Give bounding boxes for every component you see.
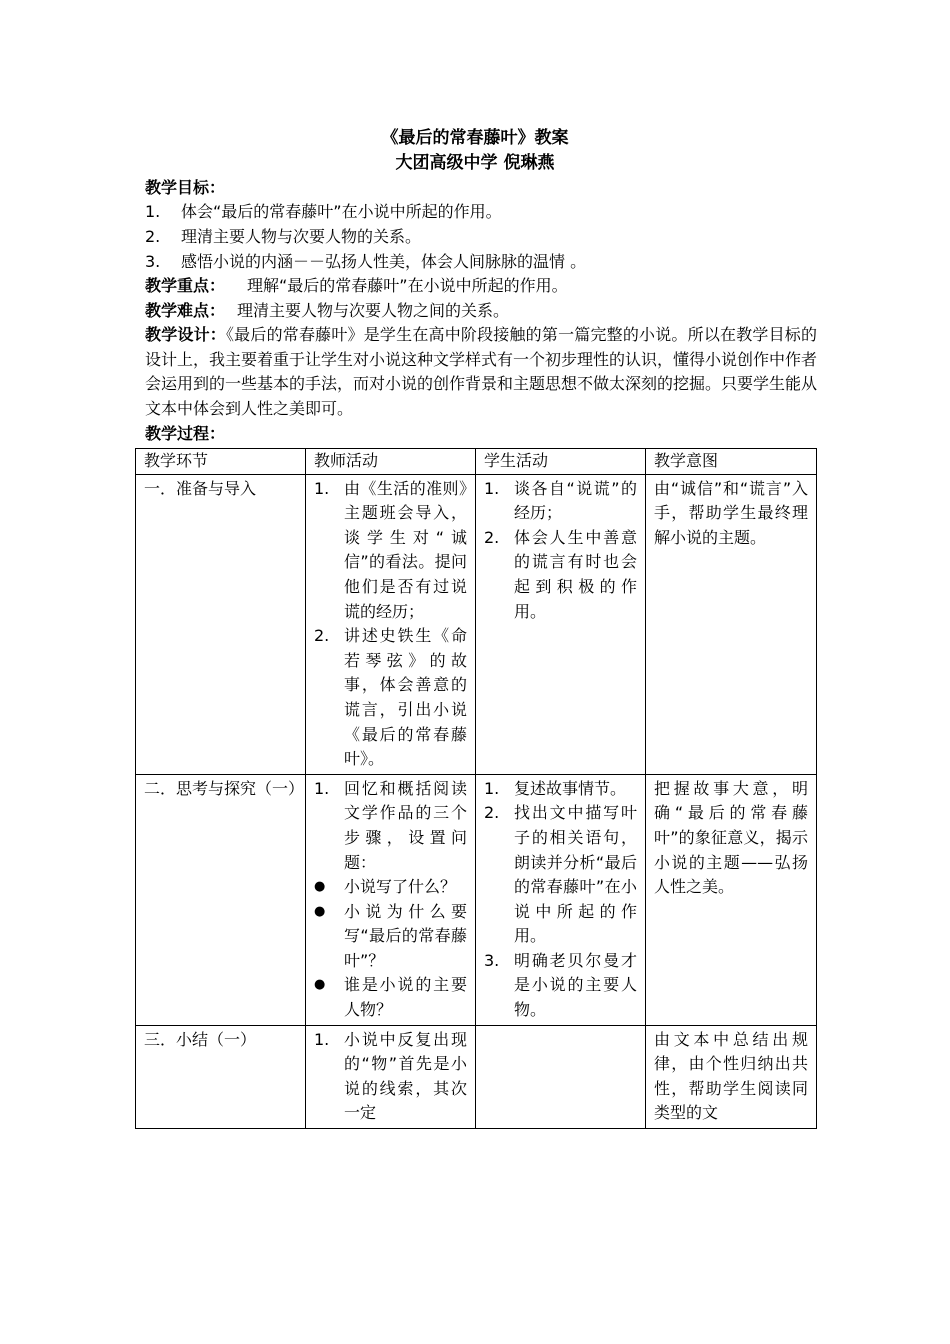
document-title: 《最后的常春藤叶》教案 xyxy=(381,128,569,148)
teacher-activity-cell xyxy=(306,474,476,774)
table-header-row xyxy=(136,449,817,475)
goal-item: 1. 体会“最后的常春藤叶”在小说中所起的作用。 xyxy=(145,202,502,221)
list-item: 3. 明确老贝尔曼才是小说的主要人物。 xyxy=(484,950,637,1020)
focus-text: 理解“最后的常春藤叶”在小说中所起的作用。 xyxy=(247,276,568,295)
stage-cell: 三．小结（一） xyxy=(136,1025,306,1128)
goal-item: 2. 理清主要人物与次要人物的关系。 xyxy=(145,227,422,246)
header-teacher: 教师活动 xyxy=(306,449,476,475)
table-row xyxy=(136,474,817,774)
student-activity-cell xyxy=(476,1025,646,1128)
goals-heading: 教学目标： xyxy=(145,178,226,197)
list-item: 1. 小说中反复出现的“物”首先是小说的线索，其次一定 xyxy=(314,1029,467,1123)
teacher-activity-cell xyxy=(306,1025,476,1128)
design-label: 教学设计： xyxy=(145,325,226,344)
process-heading: 教学过程： xyxy=(145,424,226,443)
teacher-activity-cell xyxy=(306,774,476,1025)
difficulty-text: 理清主要人物与次要人物之间的关系。 xyxy=(237,301,510,320)
header-intent: 教学意图 xyxy=(646,449,817,475)
student-activity-cell xyxy=(476,774,646,1025)
bullet-item: ● 谁是小说的主要人物？ xyxy=(314,975,467,1020)
focus-label: 教学重点： xyxy=(145,276,226,295)
header-stage: 教学环节 xyxy=(136,449,306,475)
bullet-icon: ● xyxy=(314,879,326,895)
student-activity-cell xyxy=(476,474,646,774)
list-item: 2. 讲述史铁生《命若琴弦》的故事，体会善意的谎言，引出小说《最后的常春藤叶》。 xyxy=(314,626,467,769)
document-author: 大团高级中学 倪琳燕 xyxy=(395,153,555,173)
stage-cell: 二．思考与探究（一） xyxy=(136,774,306,1025)
bullet-icon: ● xyxy=(314,977,326,993)
list-item: 1. 谈各自“说谎”的经历； xyxy=(484,478,637,523)
bullet-item: ● 小说写了什么？ xyxy=(314,875,467,900)
list-item: 1. 由《生活的准则》主题班会导入，谈学生对“诚信”的看法。提问他们是否有过说谎的经历； xyxy=(314,478,467,621)
bullet-item: ● 小说为什么要写“最后的常春藤叶”？ xyxy=(314,901,467,970)
table-row xyxy=(136,1025,817,1128)
difficulty-label: 教学难点： xyxy=(145,301,226,320)
goal-item: 3. 感悟小说的内涵－－弘扬人性美，体会人间脉脉的温情 。 xyxy=(145,252,587,271)
teaching-focus xyxy=(145,274,815,298)
design-text: 《最后的常春藤叶》是学生在高中阶段接触的第一篇完整的小说。所以在教学目标的设计上，我主要着重于让学生对小说这种文学样式有一个初步理性的认识，懂得小说创作中作者会运用到的一些基本的手法，而对小说的创作背景和主题思想不做太深刻的挖掘。只要学生能从文本中体会到人性之美即可。 xyxy=(145,325,818,418)
teaching-design xyxy=(145,323,817,421)
header-student: 学生活动 xyxy=(476,449,646,475)
list-item: 1. 回忆和概括阅读文学作品的三个步骤，设置问题： xyxy=(314,778,467,872)
list-item: 2. 体会人生中善意的谎言有时也会起到积极的作用。 xyxy=(484,527,637,621)
teaching-difficulty xyxy=(145,299,815,323)
table-row xyxy=(136,774,817,1025)
lesson-process-table xyxy=(135,448,817,1129)
stage-cell: 一．准备与导入 xyxy=(136,474,306,774)
intent-cell: 由文本中总结出规律，由个性归纳出共性，帮助学生阅读同类型的文 xyxy=(646,1025,817,1128)
list-item: 1. 复述故事情节。 xyxy=(484,778,627,798)
intent-cell: 把握故事大意，明确“最后的常春藤叶”的象征意义，揭示小说的主题——弘扬人性之美。 xyxy=(646,774,817,1025)
intent-cell: 由“诚信”和“谎言”入手，帮助学生最终理解小说的主题。 xyxy=(646,474,817,774)
bullet-icon: ● xyxy=(314,903,326,919)
list-item: 2. 找出文中描写叶子的相关语句，朗读并分析“最后的常春藤叶”在小说中所起的作用。 xyxy=(484,803,637,946)
